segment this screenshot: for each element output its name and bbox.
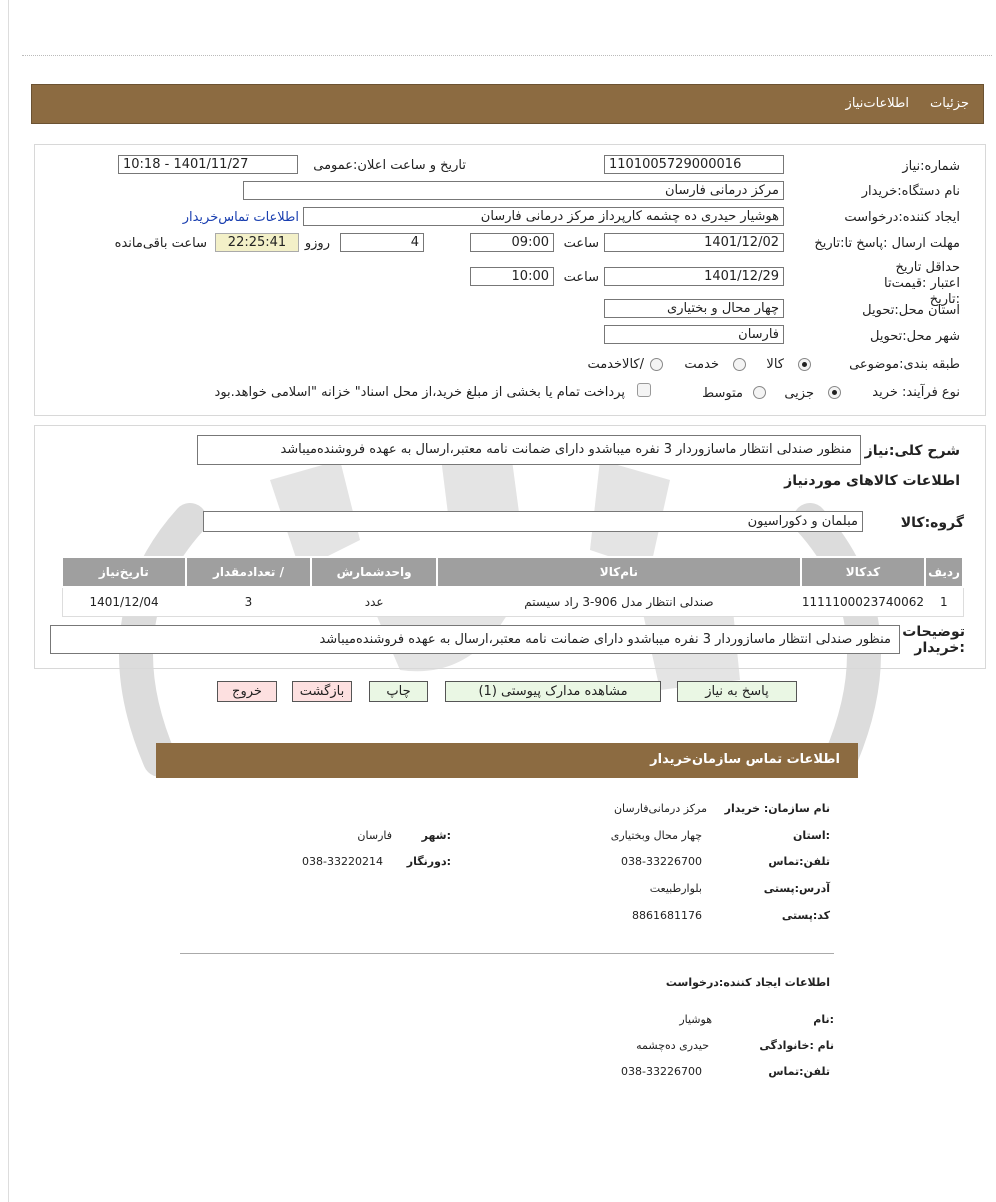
address-value: بلوارطبیعت (649, 882, 702, 895)
validity-time-label: ساعت (563, 270, 599, 285)
province-field: چهار محال و بختیاری (604, 299, 784, 318)
org-value: مرکز درمانی‌فارسان (613, 802, 707, 815)
process-minor-label: جزیی (784, 386, 814, 401)
contact-divider (180, 953, 834, 954)
page-left-border (8, 0, 9, 1202)
cell-unit: عدد (311, 587, 437, 617)
address-label: آدرس:پستی (763, 882, 830, 895)
name-label: :نام (813, 1013, 834, 1026)
creator-field: هوشیار حیدری ده چشمه کارپرداز مرکز درمانی فارسان (303, 207, 784, 226)
col-row: ردیف (925, 557, 963, 587)
city-contact-label: :شهر (421, 829, 451, 842)
payment-note: پرداخت تمام یا بخشی از مبلغ خرید،از محل اسناد" خزانه "اسلامی خواهد.بود (214, 385, 625, 400)
category-service-label: خدمت (684, 357, 719, 372)
col-quantity: / تعدادمقدار (186, 557, 312, 587)
payment-checkbox[interactable] (637, 383, 651, 397)
col-need-date: تاریخ‌نیاز (62, 557, 186, 587)
days-field: 4 (340, 233, 424, 252)
deadline-date-field: 1401/12/02 (604, 233, 784, 252)
postal-label: کد:پستی (781, 909, 830, 922)
creator-phone-value: 038-33226700 (621, 1065, 702, 1078)
category-label: طبقه بندی:موضوعی (849, 357, 960, 372)
category-goods-label: کالا (766, 357, 784, 372)
goods-table (61, 556, 964, 617)
deadline-time-label: ساعت (563, 236, 599, 251)
goods-group-label: گروه:کالا (900, 515, 964, 531)
category-goods-radio[interactable] (798, 358, 811, 371)
col-code: کدکالا (801, 557, 925, 587)
postal-value: 8861681176 (632, 909, 702, 922)
description-label: شرح کلی:نیاز (864, 443, 960, 459)
buyer-field: مرکز درمانی فارسان (243, 181, 784, 200)
process-minor-radio[interactable] (828, 386, 841, 399)
buyer-label: نام دستگاه:خریدار (861, 184, 960, 199)
announce-label: تاریخ و ساعت اعلان:عمومی (313, 158, 466, 173)
validity-label: حداقل تاریخ اعتبار :قیمت‌تا :تاریخ (884, 260, 960, 307)
deadline-label: مهلت ارسال :پاسخ تا:تاریخ (814, 236, 960, 251)
city-label: شهر محل:تحویل (870, 329, 960, 344)
remaining-timer: 22:25:41 (215, 233, 299, 252)
creator-phone-label: تلفن:تماس (768, 1065, 830, 1078)
description-field: منظور صندلی انتظار ماسازوردار 3 نفره میباشدو دارای ضمانت نامه معتبر،ارسال به عهده فروشنده‌میباشد (197, 435, 861, 465)
buyer-notes-label: توضیحات :خریدار (902, 624, 965, 656)
family-value: حیدری ده‌چشمه (636, 1039, 709, 1052)
col-name: نام‌کالا (437, 557, 801, 587)
cell-code: 1111100023740062 (801, 587, 925, 617)
name-value: هوشیار (679, 1013, 712, 1026)
need-number-label: شماره:نیاز (902, 159, 960, 174)
fax-label: :دورنگار (406, 855, 451, 868)
province-contact-value: چهار محال وبختیاری (610, 829, 702, 842)
tab-details[interactable]: جزئیات (930, 96, 969, 111)
table-row (62, 587, 963, 617)
org-label: نام سازمان: خریدار (724, 802, 830, 815)
exit-button[interactable]: خروج (217, 681, 277, 702)
category-goods-service-radio[interactable] (650, 358, 663, 371)
goods-table-header (62, 557, 963, 587)
family-label: نام :خانوادگی (759, 1039, 834, 1052)
top-divider (22, 55, 992, 56)
col-unit: واحدشمارش (311, 557, 437, 587)
buyer-contact-link[interactable]: اطلاعات تماس‌خریدار (182, 210, 299, 225)
cell-need-date: 1401/12/04 (62, 587, 186, 617)
process-label: نوع فرآیند: خرید (872, 385, 960, 400)
province-label: استان محل:تحویل (862, 303, 960, 318)
announce-field: 1401/11/27 - 10:18 (118, 155, 298, 174)
city-field: فارسان (604, 325, 784, 344)
remaining-label: ساعت باقی‌مانده (114, 236, 207, 251)
tab-need-info[interactable]: اطلاعات‌نیاز (845, 96, 909, 111)
cell-name: صندلی انتظار مدل 906-3 راد سیستم (437, 587, 801, 617)
validity-date-field: 1401/12/29 (604, 267, 784, 286)
goods-info-title: اطلاعات کالاهای موردنیاز (784, 473, 960, 489)
cell-row: 1 (925, 587, 963, 617)
contact-header (156, 743, 858, 778)
deadline-time-field: 09:00 (470, 233, 554, 252)
need-number-field: 1101005729000016 (604, 155, 784, 174)
process-medium-radio[interactable] (753, 386, 766, 399)
goods-group-field: مبلمان و دکوراسیون (203, 511, 863, 532)
creator-label: ایجاد کننده:درخواست (844, 210, 960, 225)
cell-quantity: 3 (186, 587, 312, 617)
category-service-radio[interactable] (733, 358, 746, 371)
creator-info-title: اطلاعات ایجاد کننده:درخواست (665, 976, 830, 989)
days-label: روزو (304, 236, 330, 251)
reply-button[interactable]: پاسخ به نیاز (677, 681, 797, 702)
phone-value: 038-33226700 (621, 855, 702, 868)
city-contact-value: فارسان (357, 829, 392, 842)
fax-value: 038-33220214 (302, 855, 383, 868)
buyer-notes-field: منظور صندلی انتظار ماسازوردار 3 نفره میباشدو دارای ضمانت نامه معتبر،ارسال به عهده فروشنده‌میباشد (50, 625, 900, 654)
validity-time-field: 10:00 (470, 267, 554, 286)
contact-title: اطلاعات تماس سازمان‌خریدار (650, 752, 840, 767)
details-header-bar (31, 84, 984, 124)
attachments-button[interactable]: مشاهده مدارک پیوستی (1) (445, 681, 661, 702)
province-contact-label: :استان (793, 829, 830, 842)
print-button[interactable]: چاپ (369, 681, 428, 702)
process-medium-label: متوسط (702, 386, 743, 401)
back-button[interactable]: بازگشت (292, 681, 352, 702)
category-goods-service-label: /کالاخدمت (587, 357, 644, 372)
phone-label: تلفن:تماس (768, 855, 830, 868)
